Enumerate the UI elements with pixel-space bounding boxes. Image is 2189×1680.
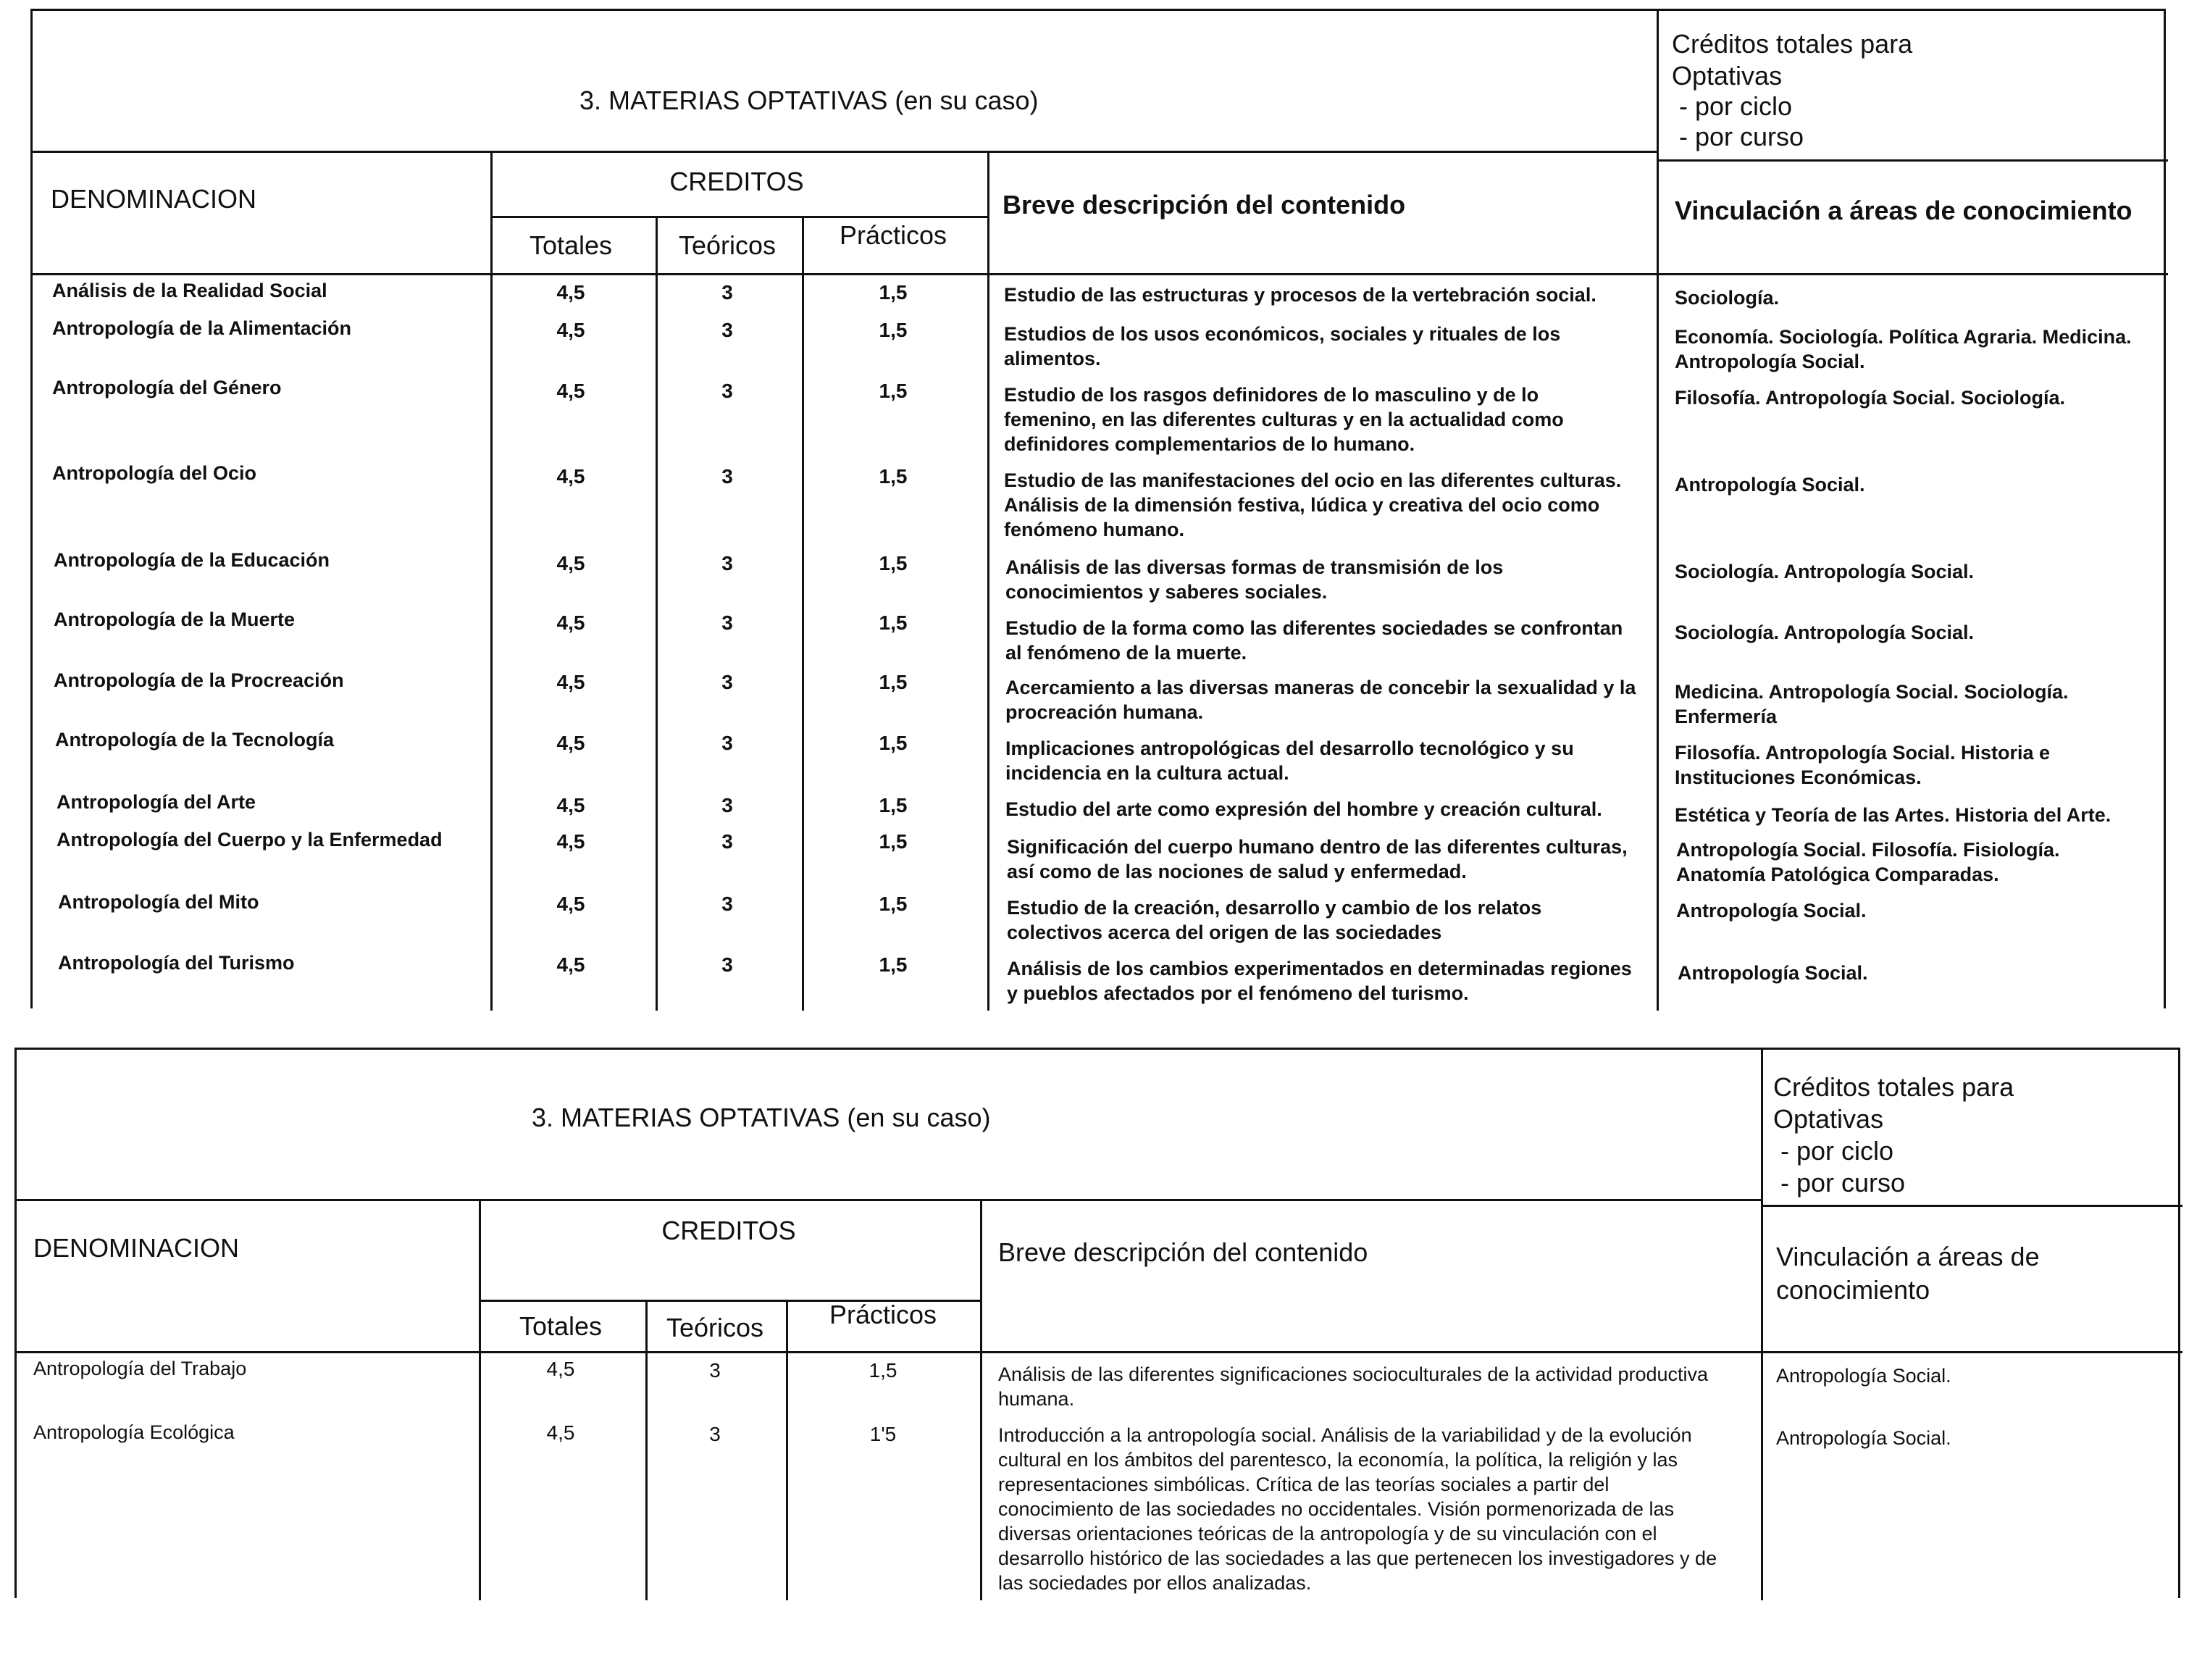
row-descripcion: Acercamiento a las diversas maneras de concebir la sexualidad y la procreación humana.: [1005, 677, 1636, 723]
divider: [1761, 1205, 2182, 1207]
divider: [645, 1300, 648, 1600]
row-teoricos: 3: [721, 465, 733, 488]
credits-header-line-4: - por curso: [1773, 1168, 1906, 1198]
row-practicos: 1,5: [879, 281, 908, 304]
col-practicos: Prácticos: [829, 1300, 937, 1329]
row-areas: Antropología Social.: [1678, 962, 1868, 984]
row-descripcion: Estudio de las estructuras y procesos de la vertebración social.: [1004, 284, 1596, 306]
row-areas: Antropología Social. Filosofía. Fisiología. Anatomía Patológica Comparadas.: [1676, 839, 2060, 885]
row-areas: Antropología Social.: [1675, 474, 1865, 496]
row-practicos: 1,5: [879, 465, 908, 488]
col-vinculacion: Vinculación a áreas de conocimiento: [1675, 196, 2133, 225]
col-descripcion: Breve descripción del contenido: [998, 1237, 1368, 1267]
col-vinculacion: Vinculación a áreas de conocimiento: [1776, 1242, 2040, 1305]
row-practicos: 1,5: [869, 1359, 897, 1382]
row-denominacion: Antropología del Arte: [56, 791, 256, 813]
row-denominacion: Antropología de la Procreación: [54, 669, 344, 691]
divider: [1761, 1050, 1763, 1600]
row-totales: 4,5: [556, 953, 585, 976]
col-practicos: Prácticos: [839, 220, 947, 250]
row-denominacion: Antropología del Mito: [58, 891, 259, 913]
credits-header-line-4: - por curso: [1672, 122, 1804, 151]
row-practicos: 1,5: [879, 611, 908, 634]
row-denominacion: Antropología del Ocio: [52, 462, 256, 484]
row-descripcion: Estudio del arte como expresión del hombre y creación cultural.: [1005, 798, 1602, 820]
row-descripcion: Estudios de los usos económicos, sociales y rituales de los alimentos.: [1004, 323, 1561, 369]
divider: [980, 1200, 982, 1600]
row-areas: Sociología. Antropología Social.: [1675, 561, 1975, 582]
row-teoricos: 3: [709, 1359, 721, 1382]
col-denominacion: DENOMINACION: [51, 184, 257, 214]
col-totales: Totales: [519, 1311, 603, 1341]
row-denominacion: Antropología de la Muerte: [54, 609, 296, 630]
row-totales: 4,5: [556, 611, 585, 634]
row-practicos: 1,5: [879, 380, 908, 402]
table-title: 3. MATERIAS OPTATIVAS (en su caso): [579, 85, 1039, 115]
col-teoricos: Teóricos: [666, 1313, 764, 1342]
row-practicos: 1,5: [879, 794, 908, 816]
credits-header-line-1: Créditos totales para: [1773, 1072, 2014, 1102]
row-practicos: 1,5: [879, 953, 908, 976]
row-areas: Sociología.: [1675, 287, 1780, 309]
row-descripcion: Significación del cuerpo humano dentro de las diferentes culturas, así como de las nociones de salud y enfermedad.: [1007, 836, 1628, 882]
row-areas: Antropología Social.: [1776, 1427, 1951, 1449]
col-teoricos: Teóricos: [678, 230, 777, 260]
row-descripcion: Análisis de las diversas formas de transmisión de los conocimientos y saberes sociales.: [1005, 556, 1504, 603]
row-teoricos: 3: [709, 1423, 721, 1445]
divider: [490, 216, 987, 218]
row-teoricos: 3: [721, 830, 733, 853]
row-practicos: 1,5: [879, 830, 908, 853]
row-denominacion: Antropología de la Alimentación: [52, 317, 352, 339]
row-totales: 4,5: [556, 552, 585, 574]
row-practicos: 1,5: [879, 732, 908, 754]
row-areas: Economía. Sociología. Política Agraria. Medicina. Antropología Social.: [1675, 326, 2132, 372]
row-totales: 4,5: [556, 794, 585, 816]
divider: [33, 273, 2168, 275]
credits-header-line-1: Créditos totales para: [1672, 29, 1913, 59]
row-totales: 4,5: [556, 893, 585, 915]
row-denominacion: Antropología del Trabajo: [33, 1358, 247, 1379]
row-teoricos: 3: [721, 794, 733, 816]
row-practicos: 1,5: [879, 319, 908, 341]
row-teoricos: 3: [721, 319, 733, 341]
col-denominacion: DENOMINACION: [33, 1233, 240, 1263]
row-practicos: 1,5: [879, 893, 908, 915]
row-teoricos: 3: [721, 611, 733, 634]
row-teoricos: 3: [721, 953, 733, 976]
col-totales: Totales: [529, 230, 613, 260]
row-descripcion: Estudio de los rasgos definidores de lo masculino y de lo femenino, en las diferentes culturas y en la actualidad como definidores complementarios de lo humano.: [1004, 384, 1564, 455]
row-descripcion: Estudio de la forma como las diferentes sociedades se confrontan al fenómeno de la muerte.: [1005, 617, 1623, 664]
row-areas: Filosofía. Antropología Social. Historia e Instituciones Económicas.: [1675, 742, 2051, 788]
table-title: 3. MATERIAS OPTATIVAS (en su caso): [532, 1103, 991, 1132]
row-totales: 4,5: [546, 1421, 575, 1444]
col-descripcion: Breve descripción del contenido: [1003, 190, 1406, 220]
row-areas: Estética y Teoría de las Artes. Historia del Arte.: [1675, 804, 2111, 826]
row-denominacion: Antropología de la Tecnología: [55, 729, 335, 751]
row-denominacion: Antropología del Género: [52, 377, 282, 398]
row-totales: 4,5: [556, 732, 585, 754]
row-areas: Antropología Social.: [1776, 1365, 1951, 1387]
credits-header-line-2: Optativas: [1672, 61, 1783, 91]
row-totales: 4,5: [556, 380, 585, 402]
row-practicos: 1'5: [869, 1423, 897, 1445]
row-denominacion: Análisis de la Realidad Social: [52, 280, 327, 301]
divider: [17, 1199, 1761, 1201]
divider: [786, 1300, 788, 1600]
row-descripcion: Análisis de las diferentes significaciones socioculturales de la actividad productiva humana.: [998, 1363, 1709, 1410]
divider: [17, 1351, 2182, 1353]
row-areas: Filosofía. Antropología Social. Sociología.: [1675, 387, 2066, 409]
row-denominacion: Antropología del Cuerpo y la Enfermedad: [56, 829, 443, 851]
divider: [1657, 159, 2168, 162]
row-teoricos: 3: [721, 671, 733, 693]
row-denominacion: Antropología de la Educación: [54, 549, 330, 571]
row-practicos: 1,5: [879, 552, 908, 574]
divider: [479, 1200, 481, 1600]
row-descripcion: Estudio de las manifestaciones del ocio en las diferentes culturas. Análisis de la dimensión festiva, lúdica y creativa del ocio como fenómeno humano.: [1004, 469, 1622, 540]
row-teoricos: 3: [721, 281, 733, 304]
row-teoricos: 3: [721, 732, 733, 754]
row-descripcion: Introducción a la antropología social. Análisis de la variabilidad y de la evolución cultural en los ámbitos del parentesco, la economía, la política, la religión y las representaciones simbólicas. Crítica de las teorías sociales a partir del conocimiento de las sociedades no occidentales. Visión pormenorizada de las diversas orientaciones teóricas de la antropología y de su vinculación con el desarrollo histórico de las sociedades a las que pertenecen los investigadores y de las sociedades por ellos analizadas.: [998, 1424, 1717, 1594]
row-practicos: 1,5: [879, 671, 908, 693]
row-totales: 4,5: [556, 465, 585, 488]
row-descripcion: Análisis de los cambios experimentados en determinadas regiones y pueblos afectados por el fenómeno del turismo.: [1007, 958, 1632, 1004]
col-creditos: CREDITOS: [661, 1216, 796, 1245]
credits-header-line-3: - por ciclo: [1672, 91, 1793, 121]
row-totales: 4,5: [546, 1358, 575, 1380]
credits-header-line-3: - por ciclo: [1773, 1136, 1894, 1166]
row-denominacion: Antropología del Turismo: [58, 952, 295, 974]
divider: [33, 151, 1657, 153]
row-areas: Medicina. Antropología Social. Sociología. Enfermería: [1675, 681, 2069, 727]
row-areas: Sociología. Antropología Social.: [1675, 622, 1975, 643]
row-descripcion: Implicaciones antropológicas del desarrollo tecnológico y su incidencia en la cultura actual.: [1005, 737, 1574, 784]
row-totales: 4,5: [556, 281, 585, 304]
row-areas: Antropología Social.: [1676, 900, 1867, 922]
row-teoricos: 3: [721, 380, 733, 402]
row-totales: 4,5: [556, 319, 585, 341]
row-totales: 4,5: [556, 671, 585, 693]
divider: [987, 152, 989, 1011]
row-teoricos: 3: [721, 552, 733, 574]
row-teoricos: 3: [721, 893, 733, 915]
row-denominacion: Antropología Ecológica: [33, 1421, 235, 1443]
row-descripcion: Estudio de la creación, desarrollo y cambio de los relatos colectivos acerca del origen de las sociedades: [1007, 897, 1542, 943]
row-totales: 4,5: [556, 830, 585, 853]
col-creditos: CREDITOS: [669, 167, 804, 196]
credits-header-line-2: Optativas: [1773, 1104, 1884, 1134]
